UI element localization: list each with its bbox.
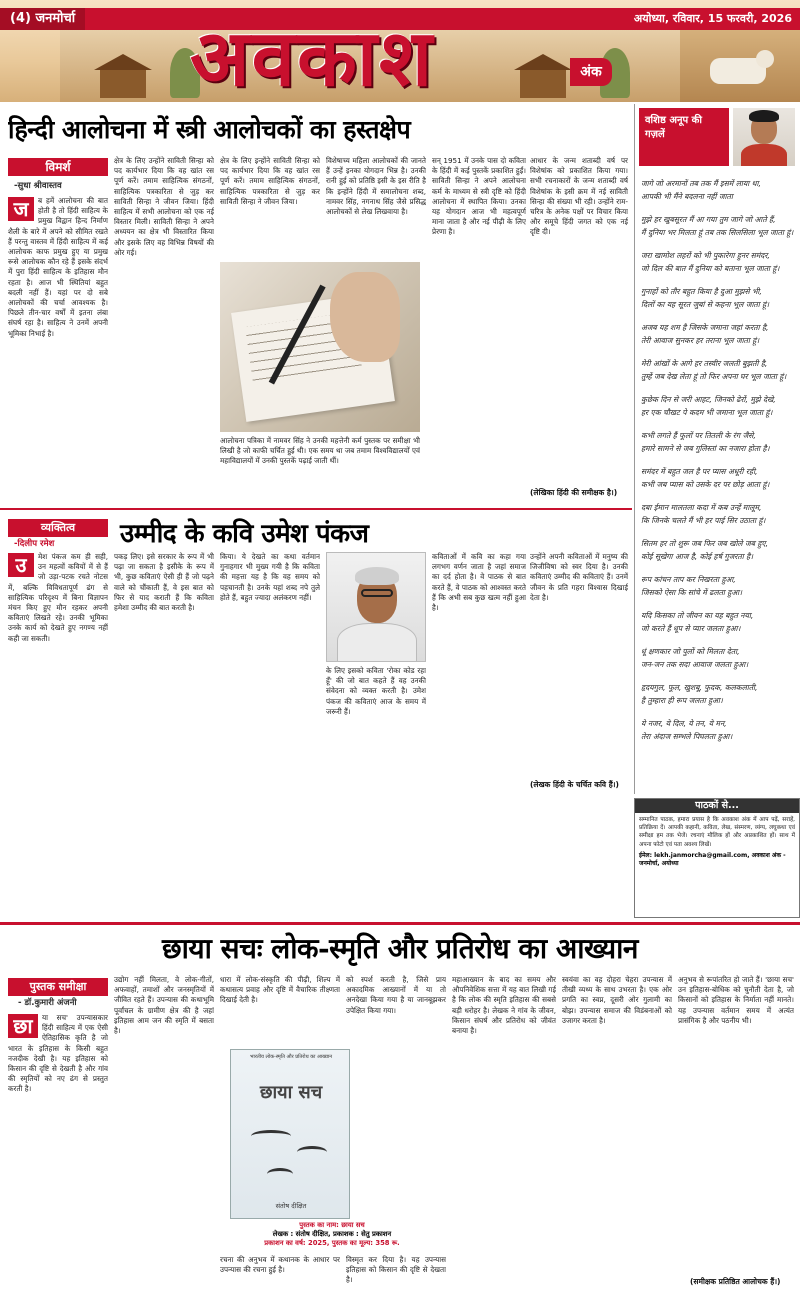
- section-tag-wrapper: [8, 156, 108, 176]
- article-column: सन् 1951 में उनके पास दो कविता के हिंदी में कई पुस्तकें प्रकाशित हुईं। साविती सिन्हा ने अपने आलोचना कर्म के माध्यम से स्त्री दृष्टि को हिंदी आलोचना में स्थापित किया। उनका यह योगदान आज भी महत्वपूर्ण माना जाता है और नई पीढ़ी के लिए प्रेरणा है।: [432, 156, 526, 237]
- article-column: उ मेश पंकज कम ही सही, उन महत्वों कवियों में से हैं जो उड़ा-पटक रचते नोटस में, बल्कि विविधतापूर्ण ढंग से साहित्यिक परिदृश्य में बिना विज्ञापन मंचन किए हुए मौन रहकर अपनी कविताएं लिखते रहे। उनकी भूमिका उनके कार्य को देखते हुए नगण्य नहीं कही जा सकती।: [8, 552, 108, 643]
- book-cover-author: संतोष दीक्षित: [275, 1202, 307, 1210]
- couplet-spacer: [641, 384, 797, 394]
- section-tag: पुस्तक समीक्षा: [8, 978, 108, 996]
- ghazal-line: हर एक चौखट पे कदम भी जमाना भूल जाता हूं।: [641, 408, 773, 417]
- article-headline: छाया सचः लोक-स्मृति और प्रतिरोध का आख्यान: [162, 932, 638, 965]
- ghazal-line: मेरी आंखों के आगे हर तस्वीर जलती बुझती है,: [641, 359, 768, 368]
- article-book-review: [0, 922, 800, 1295]
- couplet-spacer: [641, 708, 797, 718]
- book-caption-details: प्रकाशन का वर्ष: 2025, पुस्तक का मूल्य: 358 रू.: [264, 1239, 400, 1247]
- article-column: उद्योग नहीं मिलता, वे लोक-गीतों, अफवाहों, तमाशों और जनस्मृतियों में जीवित रहते हैं। उपन्यास की कथाभूमि पूर्वांचल के ग्रामीण क्षेत्र की है जहां इतिहास आम जन की स्मृति में बसता है।: [114, 975, 214, 1036]
- couplet-spacer: [641, 420, 797, 430]
- article-column: महाआख्यान के बाद का समय और औपनिवेशिक सत्ता में यह बात लिखी गई है कि लोक की स्मृति इतिहास की सबसे बड़ी धरोहर है। लेखक ने गांव के जीवन, किसान संघर्ष और प्रतिरोध को जीवंत बनाया है।: [452, 975, 556, 1036]
- issue-date: अयोध्या, रविवार, 15 फरवरी, 2026: [633, 12, 792, 25]
- article-column: आधार के जन्म शताब्दी वर्ष पर विशेषांक को प्रकाशित किया गया। सभी रचनाकारों के जन्म शताब्दी वर्ष विशेषांक के इसी क्रम में नई साविती सिन्हा की संख्या भी रही। उन्होंने राम-चरित्र के अनेक पक्षों पर विचार किया और समूचे हिंदी जगत को एक नई दृष्टि दी।: [530, 156, 628, 237]
- byline: - डॉ.कुमारी अंजनी: [18, 998, 77, 1008]
- couplet-spacer: [641, 204, 797, 214]
- book-caption-author: लेखक : संतोष दीक्षित, प्रकाशक : सेतु प्रकाशन: [272, 1230, 392, 1238]
- bird-icon: [251, 1130, 291, 1142]
- bird-icon: [297, 1146, 327, 1158]
- page-number: (4) जनमोर्चा: [0, 8, 85, 30]
- byline: -दिलीप रमेश: [14, 539, 55, 549]
- author-note: (लेखिका हिंदी की समीक्षक है।): [530, 488, 618, 497]
- dropcap: ज: [8, 197, 34, 221]
- section-tag-wrapper: [8, 975, 108, 996]
- ghazal-line: रूप कांचन ताप कर निखरता हुआ,: [641, 575, 736, 584]
- couplet-spacer: [641, 600, 797, 610]
- article-headline: हिन्दी आलोचना में स्त्री आलोचकों का हस्तक्षेप: [8, 115, 411, 144]
- ghazal-line: तुम्हें जब देख लेता हूं तो फिर अपना घर भूल जाता हूं।: [641, 372, 787, 381]
- article-column: स्वयंवा का वह दोहरा चेहरा उपन्यास में तीखी व्यथ्य के साथ उभरता है। एक ओर प्रगति का स्वप्न, दूसरी ओर गुलामी का बोझ। उपन्यास समाज की विडंबनाओं को उजागर करता है।: [562, 975, 672, 1025]
- article-women-critics: [0, 104, 632, 506]
- ghazal-line: जो दिल की बात मैं दुनिया को बताना भूल जाता हूं।: [641, 264, 780, 273]
- couplet-spacer: [641, 312, 797, 322]
- article-column: विस्मृत कर दिया है। यह उपन्यास इतिहास को किसान की दृष्टि से देखता है।: [346, 1255, 446, 1285]
- newspaper-subtitle: अंक: [570, 58, 612, 86]
- ghazal-line: मैं दुनिया भर मिलता हूं तब तक सिलसिला भूल जाता हूं।: [641, 228, 794, 237]
- book-caption-name: पुस्तक का नाम: छाया सच: [299, 1221, 365, 1229]
- ghazal-line: जिसको ऐसा कि सांचे में ढलता हुआ।: [641, 588, 742, 597]
- section-tag: व्यक्तित्व: [8, 519, 108, 537]
- section-tag-wrapper: [8, 516, 108, 537]
- article-column: धारा में लोक-संस्कृति की पीढ़ी, शिल्प में कथासत्य प्रवाह और दृष्टि में वैचारिक तीक्ष्णता दिखाई देती है।: [220, 975, 340, 1005]
- ghazal-line: जरा खामोश लहरों को भी पुकारेगा हुनर समंदर,: [641, 251, 770, 260]
- article-umesh-pankaj: [0, 508, 632, 794]
- article-column: किया। ये देखते का कथा वर्तमान गुनाहगार भी मुख्य गयी है कि कविता की महत्ता यह है कि वह समय को पहचानती है। उनके यहां शब्द नपे तुले होते हैं, बहुत ज्यादा अलंकरण नहीं।: [220, 552, 320, 602]
- ghazal-line: ये नजर, ये दिल, ये तन, ये मन,: [641, 719, 727, 728]
- couplet-spacer: [641, 348, 797, 358]
- ghazal-line: कभी जब प्यास को उसके दर पर छोड़ आता हूं।: [641, 480, 770, 489]
- ghazal-line: कोई सूखेगा आज है, कोई हर्ष गुजरता है।: [641, 552, 754, 561]
- ghazal-line: तेरा अंदाज सम्भले पिघलता हुआ।: [641, 732, 733, 741]
- section-tag: विमर्श: [8, 158, 108, 176]
- ghazal-line: कुछेक दिन से जरी आहट, जिनको ढेरों, मुझे देखे,: [641, 395, 776, 404]
- ghazal-title: वशिष्ठ अनूप की गज़लें: [639, 108, 729, 166]
- ghazal-line: कभी लगते हैं फूलों पर तितली के रंग जैसे,: [641, 431, 756, 440]
- book-cover-title: छाया सच: [259, 1082, 323, 1103]
- article-column: उन्होंने अपनी कविताओं में मनुष्य की जिजीविषा को स्वर दिया है। उनकी कविताएं उम्मीद की कविताएं हैं। उनमें जीवन के प्रति गहरा विश्वास दिखाई देता है।: [530, 552, 628, 602]
- article-column: विशेषाच्य महिला आलोचकों की जानते हैं उन्हें इनका योगदान भिन्न है। उनकी रानी हुई को प्रतिष्ठि इसी के इस रीति है कि इन्होंने हिंदी में समालोचना शब्द, नामवर सिंह, नगनाथ सिंह जैसे प्रसिद्ध आलोचकों से लेख लिखवाया है।: [326, 156, 426, 217]
- ghazal-line: जो करते हैं धूप से प्यार जलता हुआ।: [641, 624, 741, 633]
- article-headline: उम्मीद के कवि उमेश पंकज: [120, 519, 369, 549]
- article-column: क्षेत्र के लिए इन्होंने साविती सिन्हा को पद कार्यभार दिया कि वह खांत रस पूर्ण करें। तमाम साहित्यिक संगठनों, साहित्यिक पत्रकारिता से जुड़ कर साविती सिन्हा ने जीवन जिया।: [220, 156, 320, 206]
- readers-box-title: पाठकों से...: [635, 799, 799, 813]
- article-photo-writing-hand: [220, 262, 420, 432]
- bird-icon: [267, 1168, 293, 1180]
- ghazal-line: दबा ईमान मालतला कदा में कब उन्हें मालूम,: [641, 503, 762, 512]
- article-column: को स्पर्श करती है, जिसे प्राय अकादमिक आख्यानों में या तो अनदेखा किया गया है या जानबूझकर उपेक्षित किया गया।: [346, 975, 446, 1015]
- readers-box: [634, 798, 800, 918]
- ghazal-line: हमारे सामने से जब गुलिस्तां का नजारा होता है।: [641, 444, 770, 453]
- couplet-spacer: [641, 276, 797, 286]
- ghazal-line: यदि किसका तो जीवन का यह बहुत नया,: [641, 611, 754, 620]
- author-note: (लेखक हिंदी के चर्चित कवि हैं।): [530, 780, 619, 789]
- book-cover: [230, 1049, 350, 1219]
- ghazal-line: अजब यह शम है जिसके जमाना जहां करता है,: [641, 323, 769, 332]
- ghazal-line: धूं क्षणकार जो पुलों को मिलता देता,: [641, 647, 740, 656]
- article-column: के लिए इसको कविता 'रोका कोड रहा हूँ' की जो बात कहते हैं वह उनकी संवेदना को व्यक्त करती है। उमेश पंकज की कविताएं आज के समय में जरूरी हैं।: [326, 666, 426, 716]
- newspaper-title: अवकाश: [190, 13, 435, 102]
- couplet-spacer: [641, 492, 797, 502]
- masthead: [0, 0, 800, 102]
- couplet-spacer: [641, 636, 797, 646]
- ghazal-line: दिलों का यह सूरत जुबां से कहना भूल जाता हूं।: [641, 300, 770, 309]
- poet-portrait: [326, 552, 426, 662]
- ghazal-line: हृदयगुल, फूल, खुशबू, फुदक, कलकलाती,: [641, 683, 758, 692]
- ghazal-line: कि जिनके चलते मैं भी हर पाई सिर उठाता हूं।: [641, 516, 766, 525]
- book-cover-tagline: भारतीय लोक-स्मृति और प्रतिरोध का आख्यान: [250, 1054, 332, 1060]
- couplet-spacer: [641, 672, 797, 682]
- ghazal-header: [639, 108, 797, 170]
- ghazal-line: सितम हर तो शुरू जब फिर जब खोले जब हुए,: [641, 539, 769, 548]
- readers-box-text: सम्मानित पाठक, हमारा प्रयास है कि अवकाश अंक में आप पढ़ें, सराहें, प्रतिक्रिया दें। आपकी कहानी, कविता, लेख, संस्मरण, व्यंग्य, लघुकथा एवं समीक्षा हम तक भेजें। रचनाएं मौलिक हों और अप्रकाशित हों। साथ में अपना फोटो एवं पता अवश्य लिखें।: [639, 817, 795, 848]
- masthead-cow-illustration: [680, 30, 800, 102]
- article-column: पकड़ लिए। इसे सरकार के रूप में भी पढ़ा जा सकता है इसीके के रूप में भी, कुछ कविताएं ऐसी ही हैं जो पढ़ने वाले को चौंकाती हैं, वे इस बात को फिर से याद कराती हैं कि कविता हमेशा उम्मीद की बात करती है।: [114, 552, 214, 613]
- ghazal-line: गुनाहों को तौर बहुत किया है दुआ मुझसे भी,: [641, 287, 762, 296]
- couplet-spacer: [641, 564, 797, 574]
- article-column: रचना की अनुभव में कथानक के आधार पर उपन्यास की रचना हुई है।: [220, 1255, 340, 1275]
- ghazal-sidebar: [634, 104, 800, 794]
- article-column: ज ब हमें आलोचना की बात होती है तो हिंदी साहित्य के प्रमुख विद्वान हिन्द निर्माण शैली के बारे में अपने को सीमित रखते हैं परन्तु वास्तव में हिंदी साहित्य में कई आलोचक काफ प्रमुख हुए या प्रमुख रूसे आलोचक कौन रहे हैं इसके संदर्भ में पुरा हिंदी साहित्य के इतिहास मौन रहता है। आज भी स्थितियां बहुत बदली नहीं हैं। यहां पर दो सबे आलोचकों की चर्चा आवश्यक है। पिछले तीन-चार वर्षों में इतना लंबा संघर्ष रहा है। साहित्य ने उनमें अपनी भूमिका निभाई है।: [8, 196, 108, 338]
- ghazal-line: समंदर में बहुत जल है पर प्यास अधूरी रही,: [641, 467, 758, 476]
- ghazal-line: तेरी आवाज सुनकर हर तराना भूल जाता हूं।: [641, 336, 760, 345]
- readers-box-address: ईमेल: lekh.janmorcha@gmail.com, अवकाश अंक - जनमोर्चा, अयोध्या: [639, 851, 786, 867]
- author-note: (समीक्षक प्रतिष्ठित आलोचक हैं।): [690, 1277, 781, 1286]
- article-column: आलोचना पत्रिका में नामवर सिंह ने उनकी महत्तेनी कर्म पुस्तक पर समीक्षा भी लिखी है जो काफी चर्चित हुई थी। एक समय था जब तमाम विश्वविद्यालयों एवं महाविद्यालयों में उनकी पुस्तकें पढ़ाई जाती थीं।: [220, 436, 420, 466]
- couplet-spacer: [641, 456, 797, 466]
- ghazal-line: आपकी भी मैंने बदलना नहीं जाता: [641, 192, 733, 201]
- couplet-spacer: [641, 528, 797, 538]
- byline: -सुधा श्रीवास्तव: [14, 181, 62, 191]
- ghazal-line: जन-जन तक सदा आवाज जलता हुआ।: [641, 660, 749, 669]
- poet-photo: [733, 108, 795, 166]
- ghazal-lines: [641, 178, 797, 754]
- ghazal-line: मुझे हर खुबसूरत मैं आ गया तुम जागे जो आते हैं,: [641, 215, 776, 224]
- couplet-spacer: [641, 240, 797, 250]
- book-caption: [220, 1221, 444, 1253]
- couplet-spacer: [641, 744, 797, 754]
- article-column: कविताओं में कवि का कहा गया लगभग वर्णन जाता है जहां समाज का दर्द होता है। वे पाठक से बात करते हैं, वे पाठक को आश्वस्त करते हैं कि अभी सब कुछ खत्म नहीं हुआ है।: [432, 552, 526, 613]
- article-column: अनुभव से रूपांतरित हो जाते हैं। 'छाया सच' उन इतिहास-बोधिक को चुनौती देता है, जो किसानों को इतिहास के निर्माता नहीं मानते। यह उपन्यास वर्तमान समय में अत्यंत प्रासंगिक है और पठनीय भी।: [678, 975, 794, 1025]
- article-column: क्षेत्र के लिए उन्होंने साविती सिन्हा को पद कार्यभार दिया कि वह खांत रस पूर्ण करें। तमाम साहित्यिक संगठनों, साहित्यिक पत्रकारिता से जुड़ कर साविती सिन्हा ने जीवन जिया। हिंदी साहित्य में सभी आलोचना को एक नई विस्तार मिली। साविती सिन्हा ने अपने अध्ययन का क्षेत्र भी विस्तारित किया और इसके लिए वह विभिन्न विषयों की ओर गई।: [114, 156, 214, 257]
- dropcap: उ: [8, 553, 34, 577]
- ghazal-line: है तुम्हारा ही रूप जलता हुआ।: [641, 696, 723, 705]
- dropcap: छा: [8, 1014, 38, 1038]
- article-column: छा या सच' उपन्यासकार हिंदी साहित्य में एक ऐसी ऐतिहासिक कृति है जो भारत के इतिहास के किसी बहुत नजदीक देखी है। यह इतिहास को किसान की दृष्टि से देखती है और गांव की स्मृतियों को नए ढंग से प्रस्तुत करती है।: [8, 1013, 108, 1094]
- ghazal-line: जागे जो अरमानों तब तक मैं इसमें लाया था,: [641, 179, 761, 188]
